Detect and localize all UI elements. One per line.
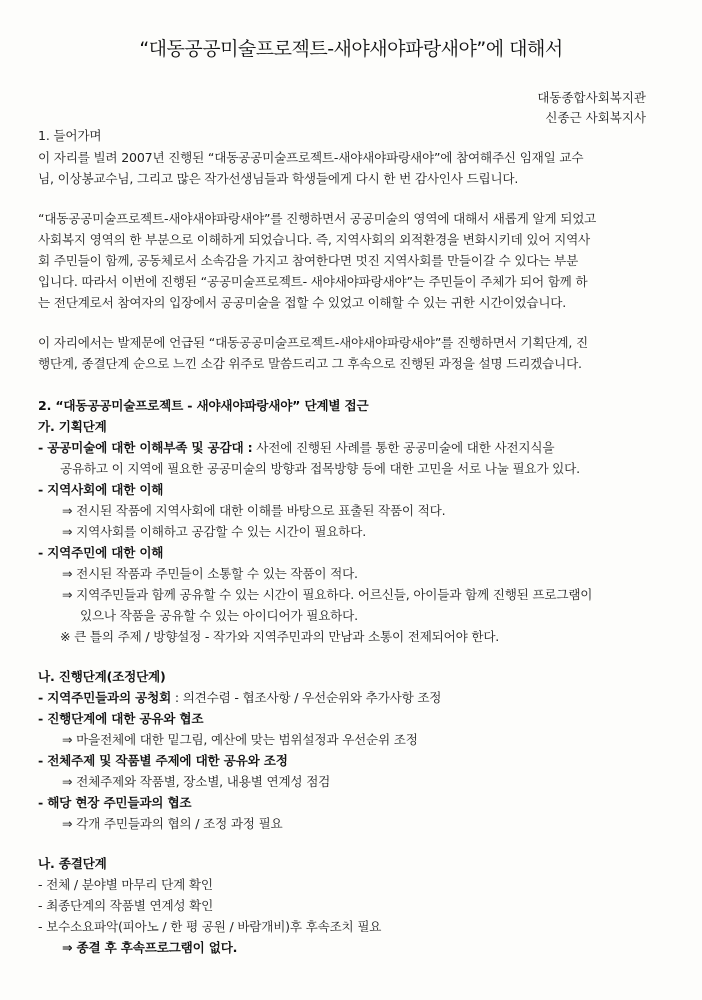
progress-item-2: - 진행단계에 대한 공유와 협조 <box>38 711 204 726</box>
progress-heading: 나. 진행단계(조정단계) <box>38 669 166 684</box>
closing-heading: 나. 종결단계 <box>38 856 107 871</box>
plan-item-1-text: 사전에 진행된 사례를 통한 공공미술에 대한 사전지식을 <box>252 440 555 455</box>
plan-item-1 <box>38 437 554 456</box>
intro-p2-line-4: 입니다. 따라서 이번에 진행된 “공공미술프로젝트- 새야새야파랑새야”는 주민들이 주체가 되어 함께 하 <box>38 274 588 289</box>
plan-item-1-line-2: 공유하고 이 지역에 필요한 공공미술의 방향과 접목방향 등에 대한 고민을 서로 나눌 필요가 있다. <box>60 461 580 476</box>
plan-item-1-label: - 공공미술에 대한 이해부족 및 공감대 : <box>38 440 253 455</box>
author-organization: 대동종합사회복지관 <box>537 90 646 105</box>
intro-p1-line-1: 이 자리를 빌려 2007년 진행된 “대동공공미술프로젝트-새야새야파랑새야”에 참여해주신 임재일 교수 <box>38 150 584 165</box>
intro-p2-line-2: 사회복지 영역의 한 부분으로 이해하게 되었습니다. 즉, 지역사회의 외적환경을 변화시키데 있어 지역사 <box>38 232 590 247</box>
progress-item-4: - 해당 현장 주민들과의 협조 <box>38 795 192 810</box>
progress-item-3: - 전체주제 및 작품별 주제에 대한 공유와 조정 <box>38 753 288 768</box>
progress-item-1-text: : 의견수렴 - 협조사항 / 우선순위와 추가사항 조정 <box>171 690 442 705</box>
intro-p3-line-1: 이 자리에서는 발제문에 언급된 “대동공공미술프로젝트-새야새야파랑새야”를 진행하면서 기획단계, 진 <box>38 335 588 350</box>
plan-item-2-sub-1: ⇒ 전시된 작품에 지역사회에 대한 이해를 바탕으로 표출된 작품이 적다. <box>62 503 446 518</box>
intro-p2-line-1: “대동공공미술프로젝트-새야새야파랑새야”를 진행하면서 공공미술의 영역에 대해서 새롭게 알게 되었고 <box>38 211 597 226</box>
intro-p3-line-2: 행단계, 종결단계 순으로 느낀 소감 위주로 말씀드리고 그 후속으로 진행된 과정을 설명 드리겠습니다. <box>38 356 582 371</box>
intro-p2-line-3: 회 주민들이 함께, 공동체로서 소속감을 가지고 참여한다면 멋진 지역사회를 만들이갈 수 있다는 부분 <box>38 253 579 268</box>
closing-item-3: - 보수소요파악(피아노 / 한 평 공원 / 바람개비)후 후속조치 필요 <box>38 919 382 934</box>
closing-item-2: - 최종단계의 작품별 연계성 확인 <box>38 898 214 913</box>
section2-heading: 2. “대동공공미술프로젝트 - 새야새야파랑새야” 단계별 접근 <box>38 398 369 413</box>
plan-note: ※ 큰 틀의 주제 / 방향설정 - 작가와 지역주민과의 만남과 소통이 전제되어야 한다. <box>60 629 500 644</box>
intro-p1-line-2: 님, 이상봉교수님, 그리고 많은 작가선생님들과 학생들에게 다시 한 번 감사인사 드립니다. <box>38 171 519 186</box>
document-title: “대동공공미술프로젝트-새야새야파랑새야”에 대해서 <box>139 38 563 60</box>
plan-item-3-sub-1: ⇒ 전시된 작품과 주민들이 소통할 수 있는 작품이 적다. <box>62 566 358 581</box>
plan-item-2-sub-2: ⇒ 지역사회를 이해하고 공감할 수 있는 시간이 필요하다. <box>62 524 367 539</box>
progress-item-1 <box>38 687 441 706</box>
plan-item-3-sub-2: ⇒ 지역주민들과 함께 공유할 수 있는 시간이 필요하다. 어르신들, 아이들과 함께 진행된 프로그램이 <box>62 587 593 602</box>
plan-heading: 가. 기획단계 <box>38 419 107 434</box>
progress-item-1-label: - 지역주민들과의 공청회 <box>38 690 172 705</box>
closing-item-1: - 전체 / 분야별 마무리 단계 확인 <box>38 877 213 892</box>
intro-p2-line-5: 는 전단계로서 참여자의 입장에서 공공미술을 접할 수 있었고 이해할 수 있는 귀한 시간이었습니다. <box>38 295 567 310</box>
closing-item-3-sub: ⇒ 종결 후 후속프로그램이 없다. <box>62 940 238 955</box>
plan-item-2: - 지역사회에 대한 이해 <box>38 482 164 497</box>
plan-item-3-sub-2-cont: 있으나 작품을 공유할 수 있는 아이디어가 필요하다. <box>80 608 358 623</box>
author-name: 신종근 사회복지사 <box>545 110 646 125</box>
intro-heading: 1. 들어가며 <box>38 128 102 143</box>
plan-item-3: - 지역주민에 대한 이해 <box>38 545 164 560</box>
progress-item-4-sub: ⇒ 각개 주민들과의 협의 / 조정 과정 필요 <box>62 816 283 831</box>
progress-item-3-sub: ⇒ 전체주제와 작품별, 장소별, 내용별 연계성 점검 <box>62 774 331 789</box>
progress-item-2-sub: ⇒ 마을전체에 대한 밑그림, 예산에 맞는 범위설정과 우선순위 조정 <box>62 732 418 747</box>
